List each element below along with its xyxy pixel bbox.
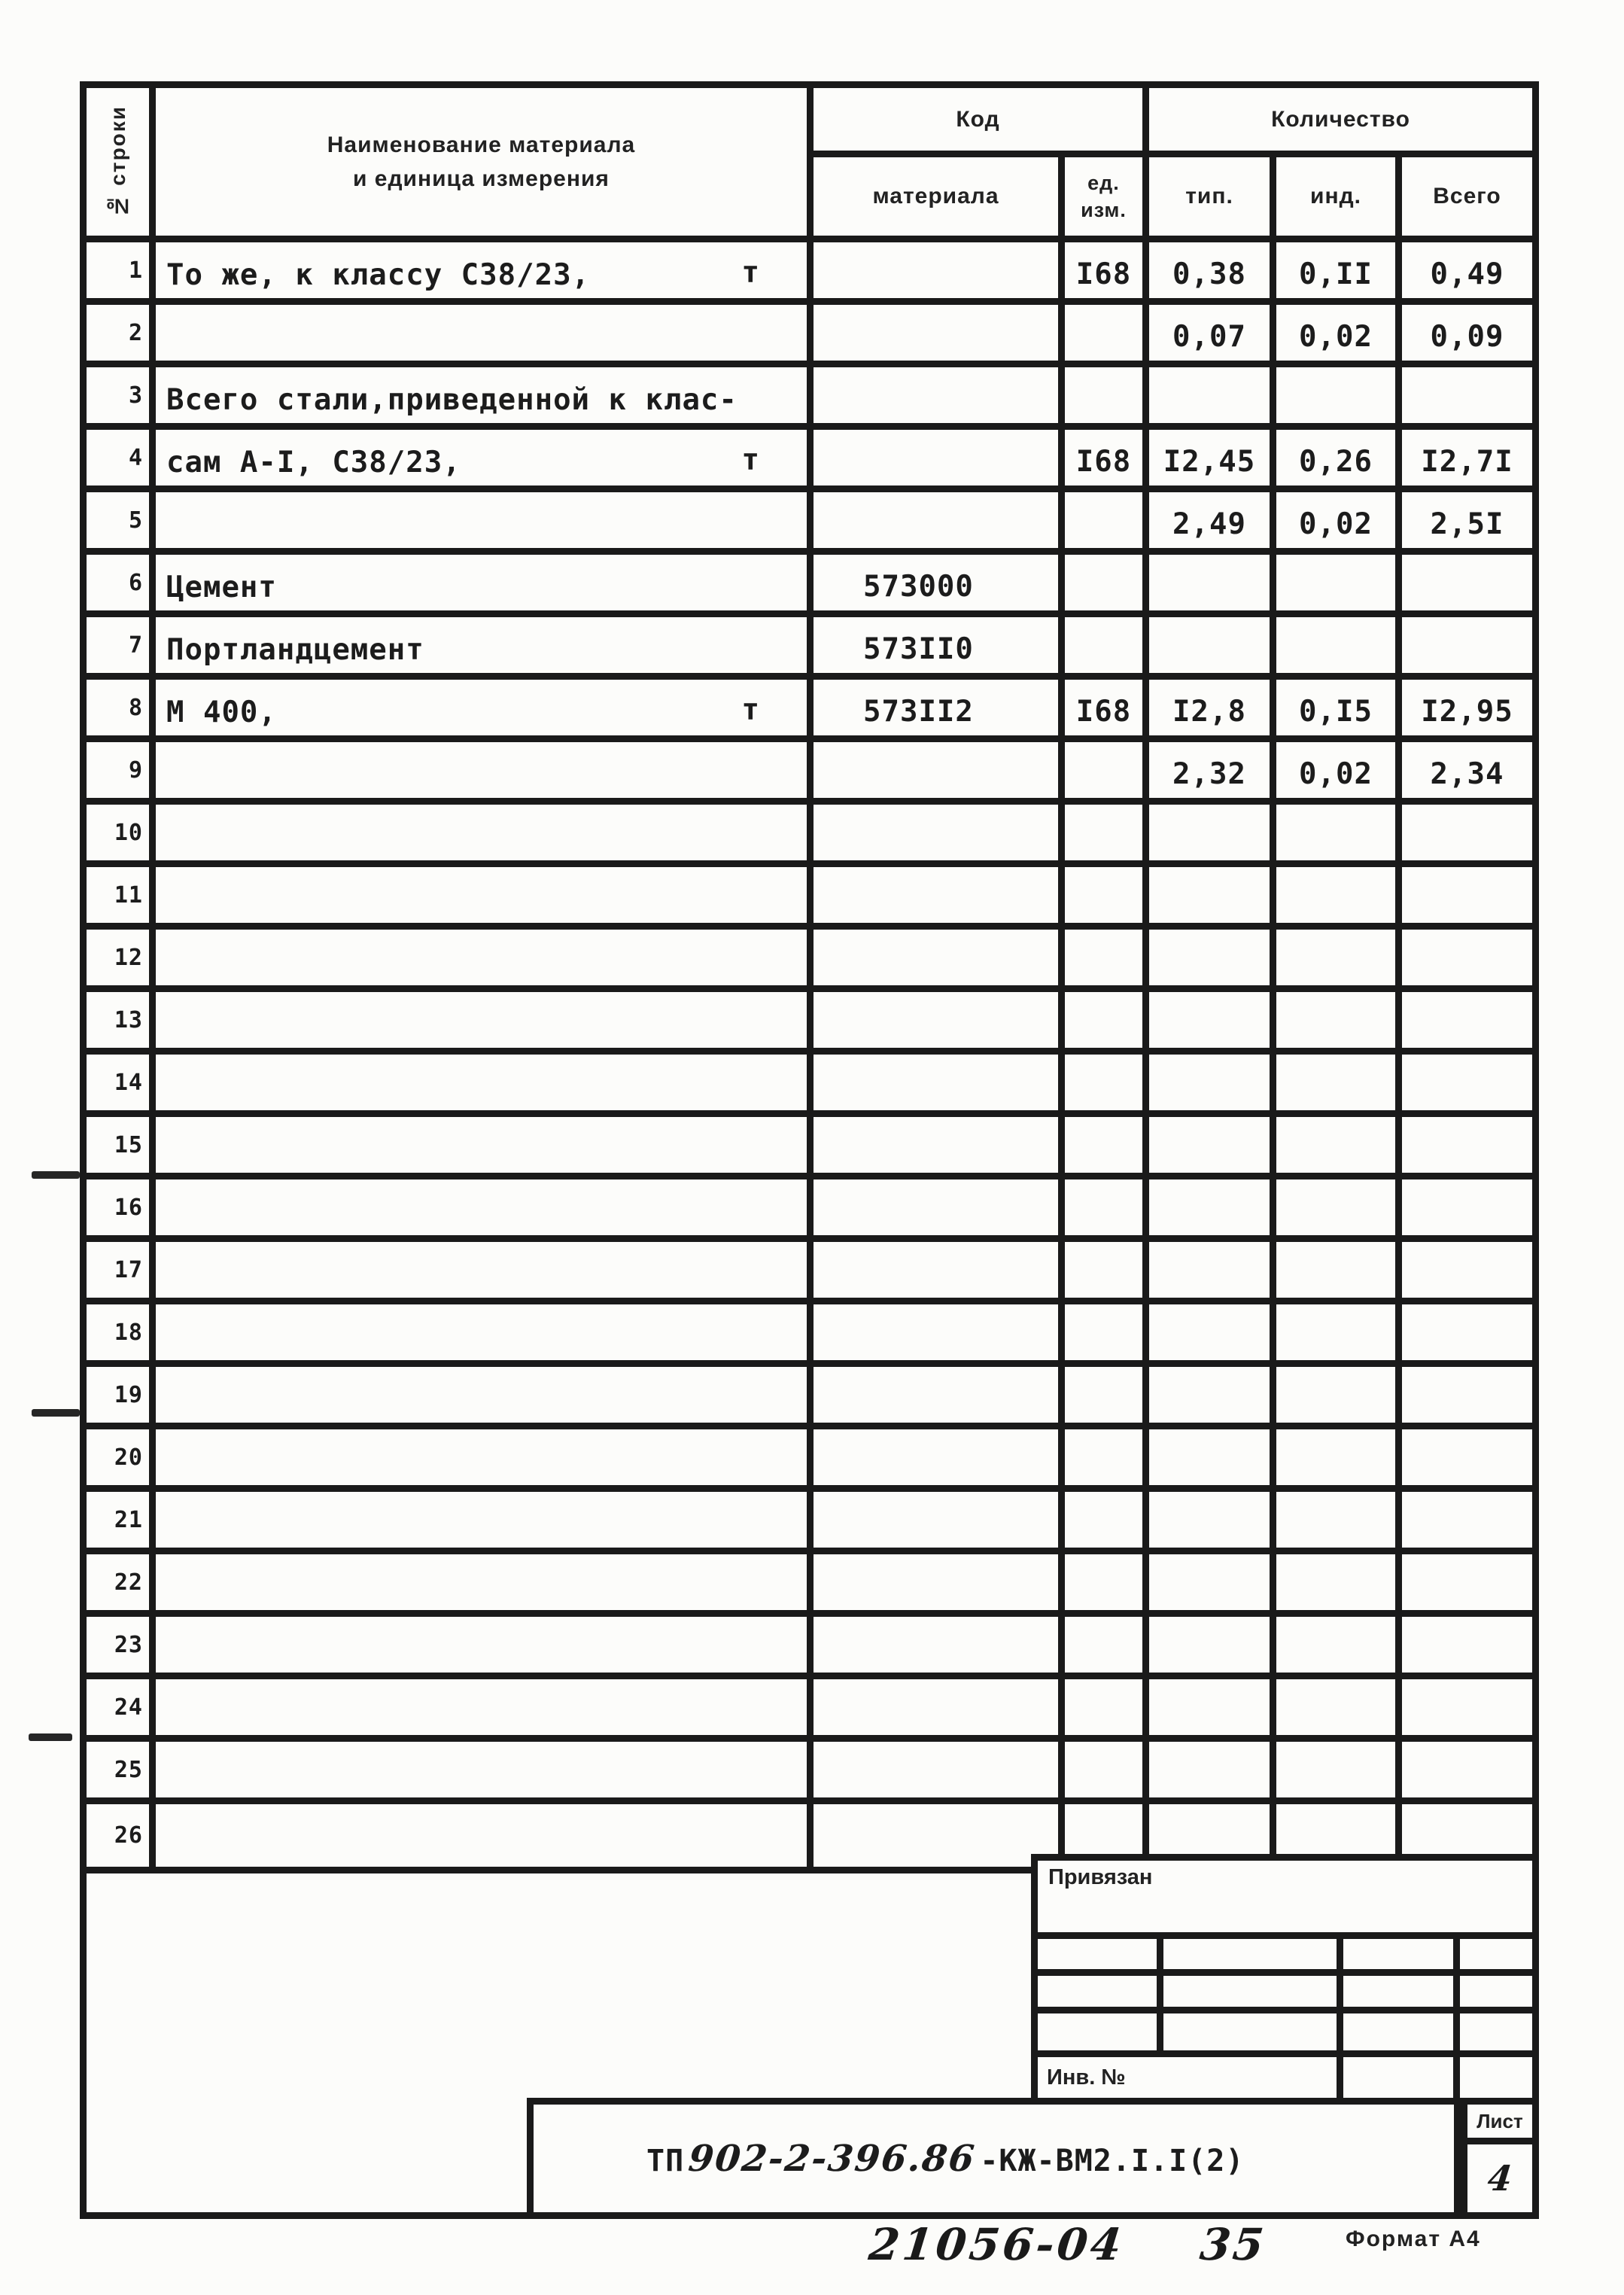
row-number-cell: 5 bbox=[87, 492, 156, 555]
list-label: Лист bbox=[1477, 2109, 1523, 2132]
inventory-value-cell bbox=[1343, 2057, 1460, 2098]
material-code-cell bbox=[814, 1492, 1065, 1554]
material-unit-text: т bbox=[741, 443, 760, 478]
quantity-group-label: Количество bbox=[1271, 106, 1410, 132]
material-name-header-line1: Наименование материала bbox=[327, 132, 636, 157]
unit-code-cell bbox=[1065, 492, 1149, 555]
privyazan-label: Привязан bbox=[1048, 1865, 1153, 1889]
material-name-cell bbox=[156, 867, 814, 930]
material-code-cell bbox=[814, 1179, 1065, 1242]
unit-code-cell bbox=[1065, 742, 1149, 805]
qty-total-cell: I2,95 bbox=[1402, 680, 1532, 742]
stamp-grid-cell bbox=[1038, 1939, 1163, 1976]
document-number-suffix: -КЖ-ВМ2.I.I(2) bbox=[980, 2143, 1245, 2178]
table-row bbox=[87, 930, 1532, 992]
material-code-cell bbox=[814, 1742, 1065, 1804]
row-number-cell: 25 bbox=[87, 1742, 156, 1804]
qty-total-cell bbox=[1402, 1304, 1532, 1367]
privyazan-box bbox=[1031, 1854, 1539, 1939]
material-name-cell bbox=[156, 242, 814, 305]
qty-total-cell bbox=[1402, 1179, 1532, 1242]
qty-ind-cell: 0,26 bbox=[1276, 430, 1402, 492]
material-code-cell bbox=[814, 430, 1065, 492]
material-name-text: Портландцемент bbox=[166, 632, 424, 667]
table-row bbox=[87, 555, 1532, 617]
row-number-cell: 21 bbox=[87, 1492, 156, 1554]
table-row bbox=[87, 1179, 1532, 1242]
stamp-grid-cell bbox=[1343, 1976, 1460, 2013]
format-label: Формат А4 bbox=[1346, 2227, 1481, 2251]
qty-ind-cell bbox=[1276, 1304, 1402, 1367]
qty-type-cell bbox=[1149, 1304, 1276, 1367]
material-code-cell bbox=[814, 930, 1065, 992]
material-name-cell bbox=[156, 1304, 814, 1367]
qty-ind-cell bbox=[1276, 992, 1402, 1055]
qty-ind-cell bbox=[1276, 1055, 1402, 1117]
material-name-cell bbox=[156, 555, 814, 617]
material-name-cell bbox=[156, 805, 814, 867]
table-row bbox=[87, 1679, 1532, 1742]
unit-code-cell bbox=[1065, 930, 1149, 992]
table-row bbox=[87, 367, 1532, 430]
row-number-cell: 22 bbox=[87, 1554, 156, 1617]
material-code-cell bbox=[814, 1804, 1065, 1867]
qty-ind-cell bbox=[1276, 930, 1402, 992]
qty-total-cell bbox=[1402, 1429, 1532, 1492]
qty-ind-cell bbox=[1276, 617, 1402, 680]
material-name-cell bbox=[156, 1554, 814, 1617]
stamp-grid-cell bbox=[1163, 2013, 1343, 2050]
material-code-cell bbox=[814, 242, 1065, 305]
material-code-cell bbox=[814, 1617, 1065, 1679]
qty-ind-cell bbox=[1276, 555, 1402, 617]
qty-total-cell bbox=[1402, 617, 1532, 680]
stamp-grid-cell bbox=[1038, 1976, 1163, 2013]
qty-type-cell: 0,38 bbox=[1149, 242, 1276, 305]
row-number-cell: 24 bbox=[87, 1679, 156, 1742]
unit-subheader-line1: ед. bbox=[1087, 171, 1120, 194]
qty-type-cell bbox=[1149, 1242, 1276, 1304]
material-code-cell bbox=[814, 367, 1065, 430]
row-number-cell: 16 bbox=[87, 1179, 156, 1242]
unit-code-cell bbox=[1065, 1179, 1149, 1242]
unit-code-cell: I68 bbox=[1065, 242, 1149, 305]
row-number-cell: 10 bbox=[87, 805, 156, 867]
material-name-text: То же, к классу С38/23, bbox=[166, 257, 591, 292]
row-number-cell: 12 bbox=[87, 930, 156, 992]
material-name-cell bbox=[156, 367, 814, 430]
row-number-cell: 20 bbox=[87, 1429, 156, 1492]
qty-type-cell: 0,07 bbox=[1149, 305, 1276, 367]
qty-type-cell bbox=[1149, 1055, 1276, 1117]
qty-total-cell bbox=[1402, 930, 1532, 992]
unit-code-cell bbox=[1065, 555, 1149, 617]
table-row bbox=[87, 430, 1532, 492]
material-code-cell bbox=[814, 742, 1065, 805]
material-name-cell bbox=[156, 1742, 814, 1804]
table-header bbox=[87, 88, 1532, 242]
quantity-group-header bbox=[1149, 88, 1532, 157]
unit-code-cell bbox=[1065, 1742, 1149, 1804]
qty-ind-cell bbox=[1276, 1742, 1402, 1804]
qty-type-cell bbox=[1149, 555, 1276, 617]
qty-ind-cell: 0,I5 bbox=[1276, 680, 1402, 742]
table-row bbox=[87, 1242, 1532, 1304]
sheet-left-border bbox=[80, 1852, 87, 2219]
material-code-cell bbox=[814, 492, 1065, 555]
material-unit-text: т bbox=[741, 693, 760, 728]
unit-code-cell bbox=[1065, 367, 1149, 430]
qty-total-cell: 0,49 bbox=[1402, 242, 1532, 305]
qty-type-subheader bbox=[1149, 157, 1276, 236]
qty-total-cell bbox=[1402, 1679, 1532, 1742]
table-row bbox=[87, 1429, 1532, 1492]
inventory-label-cell bbox=[1038, 2057, 1343, 2098]
row-number-cell: 14 bbox=[87, 1055, 156, 1117]
document-number bbox=[646, 2138, 1244, 2180]
qty-ind-cell: 0,02 bbox=[1276, 492, 1402, 555]
material-name-cell bbox=[156, 1617, 814, 1679]
qty-ind-cell bbox=[1276, 1679, 1402, 1742]
table-row bbox=[87, 617, 1532, 680]
table-body bbox=[87, 242, 1532, 1867]
material-code-label: материала bbox=[872, 184, 999, 208]
unit-code-cell bbox=[1065, 305, 1149, 367]
code-group-header bbox=[814, 88, 1149, 157]
unit-code-cell bbox=[1065, 1492, 1149, 1554]
row-number-cell: 2 bbox=[87, 305, 156, 367]
list-number: 4 bbox=[1486, 2158, 1514, 2199]
material-code-cell bbox=[814, 1117, 1065, 1179]
qty-total-label: Всего bbox=[1433, 184, 1501, 208]
material-code-cell: 573II0 bbox=[814, 617, 1065, 680]
table-row bbox=[87, 680, 1532, 742]
qty-total-cell bbox=[1402, 867, 1532, 930]
material-code-cell bbox=[814, 1242, 1065, 1304]
table-row bbox=[87, 1055, 1532, 1117]
material-name-cell bbox=[156, 1055, 814, 1117]
stamp-grid-cell bbox=[1460, 1939, 1532, 1976]
list-label-box bbox=[1461, 2098, 1539, 2144]
qty-total-cell bbox=[1402, 1242, 1532, 1304]
table-row bbox=[87, 305, 1532, 367]
material-code-cell bbox=[814, 1554, 1065, 1617]
material-name-text: сам А-I, С38/23, bbox=[166, 445, 461, 479]
qty-ind-cell bbox=[1276, 1179, 1402, 1242]
row-number-header-label: № строки bbox=[105, 105, 129, 218]
qty-type-cell bbox=[1149, 1429, 1276, 1492]
qty-type-cell bbox=[1149, 1367, 1276, 1429]
qty-type-cell bbox=[1149, 930, 1276, 992]
qty-type-cell bbox=[1149, 1179, 1276, 1242]
stamp-grid-cell bbox=[1343, 2013, 1460, 2050]
inventory-extra-cell bbox=[1460, 2057, 1532, 2098]
qty-type-label: тип. bbox=[1185, 184, 1233, 208]
materials-spec-table bbox=[80, 81, 1539, 1873]
row-number-cell: 4 bbox=[87, 430, 156, 492]
unit-code-cell bbox=[1065, 1617, 1149, 1679]
qty-ind-cell bbox=[1276, 1554, 1402, 1617]
inventory-number-label: Инв. № bbox=[1047, 2065, 1126, 2090]
material-name-cell bbox=[156, 680, 814, 742]
material-code-cell bbox=[814, 805, 1065, 867]
material-name-cell bbox=[156, 492, 814, 555]
qty-ind-cell: 0,02 bbox=[1276, 305, 1402, 367]
unit-code-cell bbox=[1065, 1304, 1149, 1367]
qty-type-cell bbox=[1149, 1117, 1276, 1179]
material-name-column-header bbox=[156, 88, 814, 236]
material-code-cell bbox=[814, 867, 1065, 930]
document-number-handwritten: 902-2-396.86 bbox=[686, 2137, 978, 2180]
row-number-cell: 1 bbox=[87, 242, 156, 305]
qty-ind-subheader bbox=[1276, 157, 1402, 236]
table-row bbox=[87, 1304, 1532, 1367]
qty-total-cell bbox=[1402, 1492, 1532, 1554]
table-row bbox=[87, 867, 1532, 930]
qty-type-cell bbox=[1149, 992, 1276, 1055]
qty-total-cell: I2,7I bbox=[1402, 430, 1532, 492]
unit-code-cell bbox=[1065, 992, 1149, 1055]
title-block bbox=[527, 2098, 1461, 2219]
material-name-cell bbox=[156, 617, 814, 680]
qty-total-cell bbox=[1402, 1742, 1532, 1804]
unit-subheader-label bbox=[1081, 169, 1127, 224]
qty-total-cell bbox=[1402, 805, 1532, 867]
stamp-grid-cell bbox=[1163, 1939, 1343, 1976]
material-code-cell bbox=[814, 992, 1065, 1055]
qty-total-cell bbox=[1402, 1367, 1532, 1429]
qty-type-cell: I2,45 bbox=[1149, 430, 1276, 492]
table-row bbox=[87, 805, 1532, 867]
qty-type-cell bbox=[1149, 1742, 1276, 1804]
qty-type-cell bbox=[1149, 367, 1276, 430]
unit-code-cell bbox=[1065, 1679, 1149, 1742]
material-code-cell bbox=[814, 1055, 1065, 1117]
unit-code-cell bbox=[1065, 1429, 1149, 1492]
row-number-cell: 3 bbox=[87, 367, 156, 430]
material-name-cell bbox=[156, 1429, 814, 1492]
material-name-text: М 400, bbox=[166, 695, 277, 729]
material-name-cell bbox=[156, 992, 814, 1055]
material-name-cell bbox=[156, 930, 814, 992]
material-code-cell bbox=[814, 1367, 1065, 1429]
qty-type-cell bbox=[1149, 617, 1276, 680]
qty-ind-cell bbox=[1276, 867, 1402, 930]
material-name-text: Всего стали,приведенной к клас- bbox=[166, 382, 737, 417]
qty-total-cell bbox=[1402, 1055, 1532, 1117]
qty-type-cell bbox=[1149, 1679, 1276, 1742]
row-number-cell: 13 bbox=[87, 992, 156, 1055]
material-code-cell: 573II2 bbox=[814, 680, 1065, 742]
material-code-cell bbox=[814, 1679, 1065, 1742]
qty-type-cell: 2,32 bbox=[1149, 742, 1276, 805]
material-name-header-line2: и единица измерения bbox=[353, 166, 610, 191]
fold-mark bbox=[32, 1171, 80, 1179]
fold-mark bbox=[32, 1409, 80, 1417]
table-row bbox=[87, 1742, 1532, 1804]
qty-type-cell bbox=[1149, 867, 1276, 930]
material-name-cell bbox=[156, 430, 814, 492]
row-number-column-header bbox=[87, 88, 156, 236]
material-name-cell bbox=[156, 305, 814, 367]
table-row bbox=[87, 1492, 1532, 1554]
material-name-cell bbox=[156, 1492, 814, 1554]
qty-ind-cell bbox=[1276, 1492, 1402, 1554]
list-number-box bbox=[1461, 2144, 1539, 2219]
row-number-cell: 18 bbox=[87, 1304, 156, 1367]
material-name-cell bbox=[156, 1367, 814, 1429]
row-number-cell: 23 bbox=[87, 1617, 156, 1679]
unit-code-cell bbox=[1065, 617, 1149, 680]
table-row bbox=[87, 242, 1532, 305]
sheet-code-handwritten: 35 bbox=[1197, 2219, 1269, 2270]
qty-total-cell bbox=[1402, 992, 1532, 1055]
qty-total-cell bbox=[1402, 367, 1532, 430]
unit-code-cell: I68 bbox=[1065, 680, 1149, 742]
table-row bbox=[87, 1554, 1532, 1617]
material-code-cell bbox=[814, 1429, 1065, 1492]
qty-total-cell bbox=[1402, 555, 1532, 617]
row-number-cell: 17 bbox=[87, 1242, 156, 1304]
qty-ind-cell: 0,II bbox=[1276, 242, 1402, 305]
qty-ind-cell bbox=[1276, 1242, 1402, 1304]
unit-code-cell bbox=[1065, 1117, 1149, 1179]
code-group-label: Код bbox=[956, 106, 1000, 132]
unit-code-cell bbox=[1065, 1367, 1149, 1429]
material-unit-text: т bbox=[741, 256, 760, 291]
qty-ind-cell bbox=[1276, 367, 1402, 430]
material-name-cell bbox=[156, 1242, 814, 1304]
unit-code-cell bbox=[1065, 1554, 1149, 1617]
table-row bbox=[87, 492, 1532, 555]
row-number-cell: 6 bbox=[87, 555, 156, 617]
qty-total-cell: 2,34 bbox=[1402, 742, 1532, 805]
stamp-grid-cell bbox=[1038, 2013, 1163, 2050]
qty-type-cell bbox=[1149, 1554, 1276, 1617]
qty-ind-cell bbox=[1276, 805, 1402, 867]
qty-ind-label: инд. bbox=[1310, 184, 1361, 208]
unit-subheader-line2: изм. bbox=[1081, 199, 1127, 221]
qty-ind-cell bbox=[1276, 1617, 1402, 1679]
table-row bbox=[87, 992, 1532, 1055]
material-name-cell bbox=[156, 1804, 814, 1867]
qty-ind-cell bbox=[1276, 1367, 1402, 1429]
qty-type-cell: 2,49 bbox=[1149, 492, 1276, 555]
stamp-signature-grid bbox=[1031, 1939, 1539, 2057]
qty-ind-cell bbox=[1276, 1117, 1402, 1179]
fold-mark bbox=[29, 1733, 72, 1741]
stamp-grid-cell bbox=[1343, 1939, 1460, 1976]
qty-ind-cell bbox=[1276, 1429, 1402, 1492]
qty-type-cell bbox=[1149, 1492, 1276, 1554]
stamp-grid-cell bbox=[1460, 2013, 1532, 2050]
material-code-subheader bbox=[814, 157, 1065, 236]
row-number-cell: 9 bbox=[87, 742, 156, 805]
table-row bbox=[87, 1367, 1532, 1429]
qty-total-cell bbox=[1402, 1617, 1532, 1679]
row-number-cell: 11 bbox=[87, 867, 156, 930]
unit-subheader bbox=[1065, 157, 1149, 236]
table-row bbox=[87, 742, 1532, 805]
material-code-cell bbox=[814, 305, 1065, 367]
stamp-grid-cell bbox=[1460, 1976, 1532, 2013]
row-number-cell: 8 bbox=[87, 680, 156, 742]
row-number-cell: 26 bbox=[87, 1804, 156, 1867]
qty-total-subheader bbox=[1402, 157, 1532, 236]
material-name-cell bbox=[156, 1117, 814, 1179]
row-number-cell: 19 bbox=[87, 1367, 156, 1429]
unit-code-cell bbox=[1065, 867, 1149, 930]
qty-type-cell bbox=[1149, 1617, 1276, 1679]
unit-code-cell: I68 bbox=[1065, 430, 1149, 492]
material-name-cell bbox=[156, 742, 814, 805]
qty-ind-cell: 0,02 bbox=[1276, 742, 1402, 805]
qty-type-cell bbox=[1149, 805, 1276, 867]
unit-code-cell bbox=[1065, 805, 1149, 867]
row-number-cell: 7 bbox=[87, 617, 156, 680]
qty-type-cell: I2,8 bbox=[1149, 680, 1276, 742]
material-code-cell bbox=[814, 1304, 1065, 1367]
qty-total-cell: 2,5I bbox=[1402, 492, 1532, 555]
material-name-cell bbox=[156, 1679, 814, 1742]
order-number-handwritten: 21056-04 bbox=[866, 2219, 1127, 2270]
qty-total-cell bbox=[1402, 1554, 1532, 1617]
row-number-cell: 15 bbox=[87, 1117, 156, 1179]
unit-code-cell bbox=[1065, 1242, 1149, 1304]
table-row bbox=[87, 1117, 1532, 1179]
qty-total-cell: 0,09 bbox=[1402, 305, 1532, 367]
stamp-grid-cell bbox=[1163, 1976, 1343, 2013]
qty-total-cell bbox=[1402, 1117, 1532, 1179]
document-number-prefix: ТП bbox=[646, 2143, 685, 2178]
material-code-cell: 573000 bbox=[814, 555, 1065, 617]
material-name-text: Цемент bbox=[166, 570, 277, 604]
material-name-header-label bbox=[327, 128, 635, 196]
table-row bbox=[87, 1617, 1532, 1679]
unit-code-cell bbox=[1065, 1055, 1149, 1117]
material-name-cell bbox=[156, 1179, 814, 1242]
